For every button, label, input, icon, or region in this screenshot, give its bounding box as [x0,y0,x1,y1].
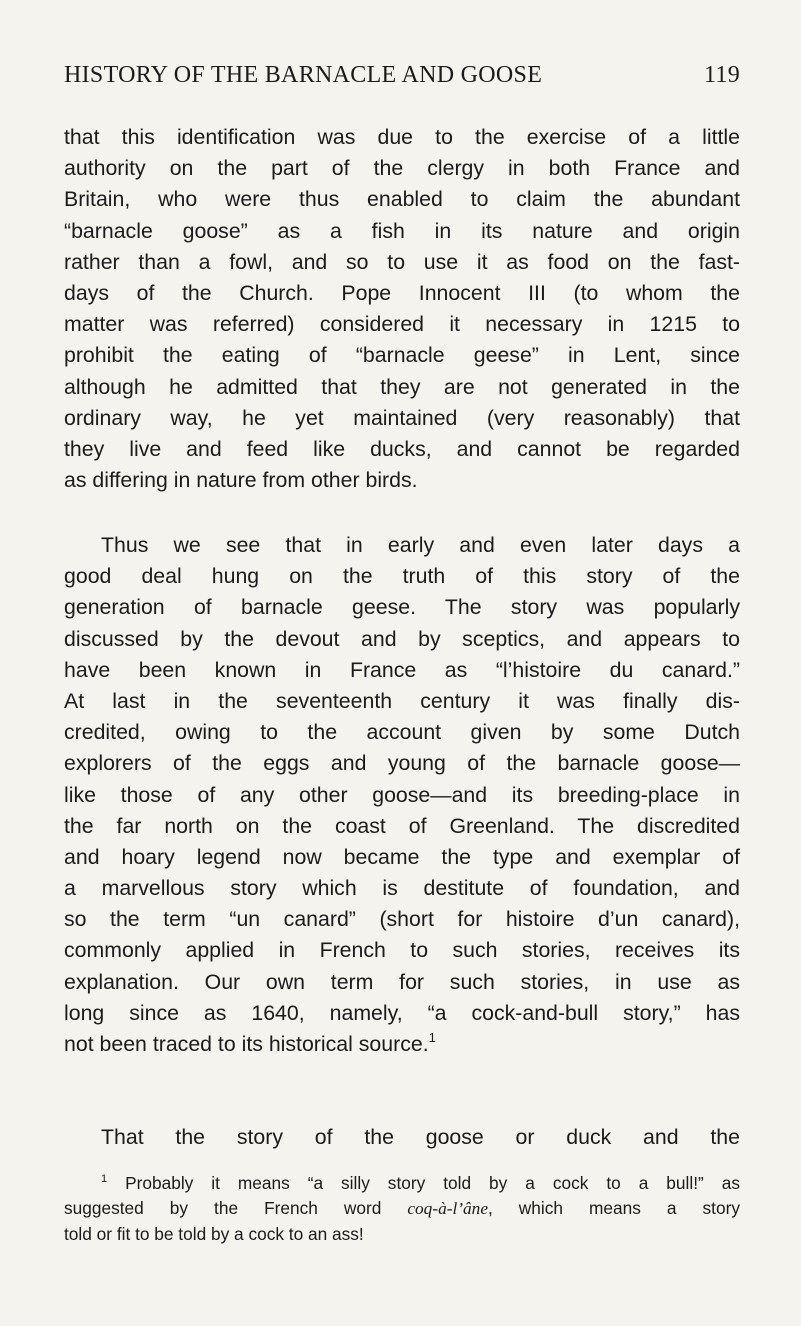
text-line: explorers of the eggs and young of the barnacle goose— [64,751,740,776]
footnote-text: , which means a story [487,1197,740,1218]
text-line: they live and feed like ducks, and cannot be regarded [64,436,740,461]
running-head-title: HISTORY OF THE BARNACLE AND GOOSE [64,62,543,88]
text-line [64,1029,740,1060]
text-line: as differing in nature from other birds. [64,468,418,493]
footnote [64,1171,740,1246]
footnote-line [64,1196,740,1222]
footnote-text: Probably it means “a silly story told by a cock to a bull!” as [125,1173,740,1193]
text-line: credited, owing to the account given by some Dutch [64,720,740,745]
text-line: like those of any other goose—and its breeding-place in [64,782,740,807]
text-line: that this identification was due to the exercise of a little [64,125,740,149]
footnote-reference: 1 [428,1030,436,1045]
text-line: discussed by the devout and by sceptics, and appears to [64,626,740,651]
footnote-line: told or fit to be told by a cock to an ass! [64,1223,364,1244]
text-line: good deal hung on the truth of this story of the [64,564,740,589]
text-line: explanation. Our own term for such stories, in use as [64,969,740,994]
text-line: prohibit the eating of “barnacle geese” in Lent, since [64,343,740,368]
text-line: authority on the part of the clergy in both France and [64,156,740,181]
text-line: “barnacle goose” as a fish in its nature and origin [64,218,740,243]
text-line-content: not been traced to its historical source. [64,1032,429,1056]
text-line: Thus we see that in early and even later days a [101,533,740,557]
footnote-text: suggested by the French word [64,1197,408,1218]
paragraph [64,1122,740,1153]
page-number: 119 [703,62,740,88]
text-line: so the term “un canard” (short for histoire d’un canard), [64,907,740,932]
text-line: matter was referred) considered it necessary in 1215 to [64,312,740,337]
text-line: long since as 1640, namely, “a cock-and-bull story,” has [64,1000,740,1025]
text-line: That the story of the goose or duck and the [101,1125,740,1149]
text-line: days of the Church. Pope Innocent III (to whom the [64,280,740,305]
text-line: although he admitted that they are not generated in the [64,374,740,399]
text-line: commonly applied in French to such stories, receives its [64,938,740,963]
footnote-line [64,1171,740,1196]
text-line: rather than a fowl, and so to use it as food on the fast- [64,249,740,274]
text-line: a marvellous story which is destitute of foundation, and [64,876,740,901]
text-line: have been known in France as “l’histoire du canard.” [64,657,740,682]
running-head [64,62,740,92]
footnote-marker: 1 [101,1173,108,1185]
text-line: Britain, who were thus enabled to claim the abundant [64,187,740,212]
text-line: the far north on the coast of Greenland. The discredited [64,813,740,838]
text-line: ordinary way, he yet maintained (very reasonably) that [64,405,740,430]
paragraph [64,530,740,1060]
text-line: and hoary legend now became the type and exemplar of [64,844,740,869]
paragraph [64,122,740,496]
text-line: generation of barnacle geese. The story was popularly [64,595,740,620]
footnote-italic-term: coq-à-l’âne [407,1198,488,1218]
text-line: At last in the seventeenth century it was finally dis- [64,688,740,713]
